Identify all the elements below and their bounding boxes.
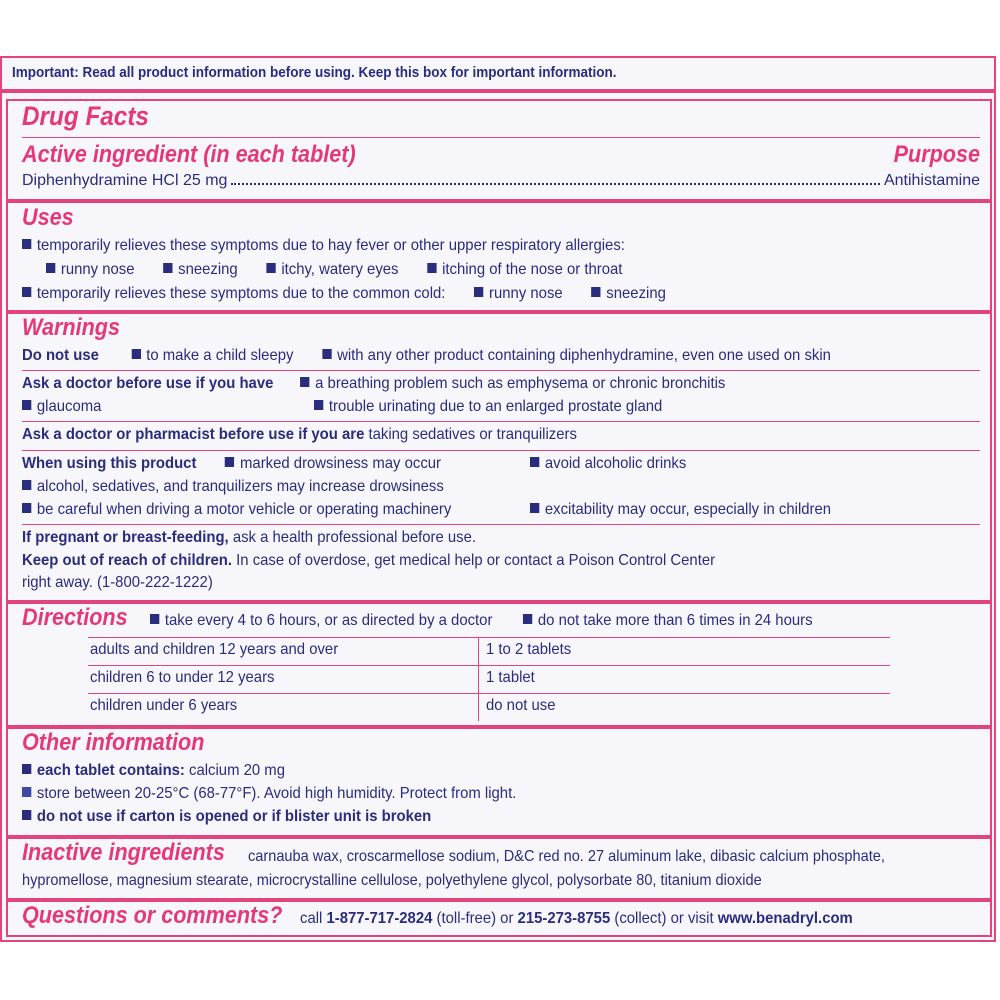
bullet-icon — [474, 287, 483, 297]
inactive-heading: Inactive ingredients — [22, 839, 225, 866]
divider — [22, 524, 980, 525]
directions-heading: Directions — [22, 604, 128, 631]
bullet-icon — [523, 614, 532, 624]
bullet-icon — [322, 349, 331, 359]
section-divider — [8, 199, 990, 203]
bullet-icon — [22, 287, 31, 297]
bullet-icon — [591, 287, 600, 297]
when-using-line: When using this product marked drowsiness may occur — [22, 455, 441, 472]
when-using-line: be careful when driving a motor vehicle or operating machinery — [22, 501, 451, 519]
drug-facts-panel — [0, 56, 996, 942]
when-using-line: alcohol, sedatives, and tranquilizers may increase drowsiness — [22, 478, 444, 496]
directions-line: take every 4 to 6 hours, or as directed by a doctor do not take more than 6 times in 24 hours — [150, 612, 813, 630]
directions-table — [88, 637, 890, 721]
ask-doctor-line: trouble urinating due to an enlarged prostate gland — [314, 398, 662, 416]
active-ingredient-row — [22, 172, 980, 190]
keep-out-line: right away. (1-800-222-1222) — [22, 574, 213, 591]
active-ingredient-heading: Active ingredient (in each tablet) — [22, 141, 356, 168]
questions-heading: Questions or comments? — [22, 902, 283, 929]
bullet-icon — [22, 400, 31, 410]
bullet-icon — [427, 263, 436, 273]
divider — [22, 370, 980, 371]
divider — [22, 137, 980, 138]
bullet-icon — [530, 457, 539, 467]
bullet-icon — [22, 810, 31, 820]
bullet-icon — [131, 349, 140, 359]
when-using-line: excitability may occur, especially in children — [530, 501, 831, 519]
uses-line: temporarily relieves these symptoms due to the common cold: runny nose sneezing — [22, 285, 666, 303]
collect-number: 215-273-8755 — [517, 910, 611, 927]
drug-facts-box — [6, 99, 992, 937]
bullet-icon — [150, 614, 159, 624]
bullet-icon — [266, 263, 275, 273]
warnings-heading: Warnings — [22, 314, 121, 341]
section-divider — [8, 310, 990, 314]
uses-line: temporarily relieves these symptoms due to hay fever or other upper respiratory allergies: — [22, 237, 625, 255]
ask-doctor-line: glaucoma — [22, 398, 101, 416]
questions-line: call 1-877-717-2824 (toll-free) or 215-273-8755 (collect) or visit www.benadryl.com — [300, 910, 853, 927]
section-divider — [8, 600, 990, 604]
column-divider — [478, 637, 479, 721]
important-notice: Important: Read all product information before using. Keep this box for important information. — [12, 64, 617, 81]
divider — [22, 450, 980, 451]
tollfree-number: 1-877-717-2824 — [326, 910, 433, 927]
table-row: adults and children 12 years and over 1 to 2 tablets — [90, 641, 572, 658]
bullet-icon — [530, 503, 539, 513]
bullet-icon — [22, 764, 31, 774]
do-not-use-line: Do not use to make a child sleepy with any other product containing diphenhydramine, even one used on skin — [22, 347, 831, 364]
bullet-icon — [22, 503, 31, 513]
keep-out-line: Keep out of reach of children. In case of overdose, get medical help or contact a Poison Control Center — [22, 552, 716, 569]
uses-heading: Uses — [22, 204, 74, 231]
other-info-line: each tablet contains: calcium 20 mg — [22, 762, 285, 780]
ask-pharmacist-line: Ask a doctor or pharmacist before use if you are taking sedatives or tranquilizers — [22, 426, 577, 443]
bullet-icon — [22, 787, 31, 797]
when-using-line: avoid alcoholic drinks — [530, 455, 686, 473]
website-link: www.benadryl.com — [717, 910, 853, 927]
inactive-text: carnauba wax, croscarmellose sodium, D&C red no. 27 aluminum lake, dibasic calcium phosphate, — [248, 848, 885, 865]
table-row: children 6 to under 12 years 1 tablet — [90, 669, 535, 686]
table-row: children under 6 years do not use — [90, 697, 556, 714]
bullet-icon — [46, 263, 55, 273]
bullet-icon — [314, 400, 323, 410]
divider — [2, 89, 994, 93]
ingredient-purpose: Antihistamine — [883, 172, 980, 189]
pregnant-line: If pregnant or breast-feeding, ask a health professional before use. — [22, 529, 477, 546]
other-info-line: store between 20-25°C (68-77°F). Avoid high humidity. Protect from light. — [22, 785, 516, 803]
bullet-icon — [22, 480, 31, 490]
other-info-line: do not use if carton is opened or if blister unit is broken — [22, 808, 431, 826]
ask-doctor-line: Ask a doctor before use if you have a breathing problem such as emphysema or chronic bronchitis — [22, 375, 726, 392]
ingredient-name: Diphenhydramine HCl 25 mg — [22, 172, 228, 189]
divider — [22, 421, 980, 422]
bullet-icon — [22, 239, 31, 249]
purpose-heading: Purpose — [893, 141, 980, 168]
inactive-text: hypromellose, magnesium stearate, microcrystalline cellulose, polyethylene glycol, polysorbate 80, titanium dioxide — [22, 872, 762, 889]
bullet-icon — [225, 457, 234, 467]
bullet-icon — [163, 263, 172, 273]
bullet-icon — [300, 377, 309, 387]
other-info-heading: Other information — [22, 729, 205, 756]
uses-symptoms-line: runny nose sneezing itchy, watery eyes itching of the nose or throat — [46, 261, 622, 279]
leader-dots — [231, 183, 880, 185]
drug-facts-title: Drug Facts — [22, 101, 149, 131]
